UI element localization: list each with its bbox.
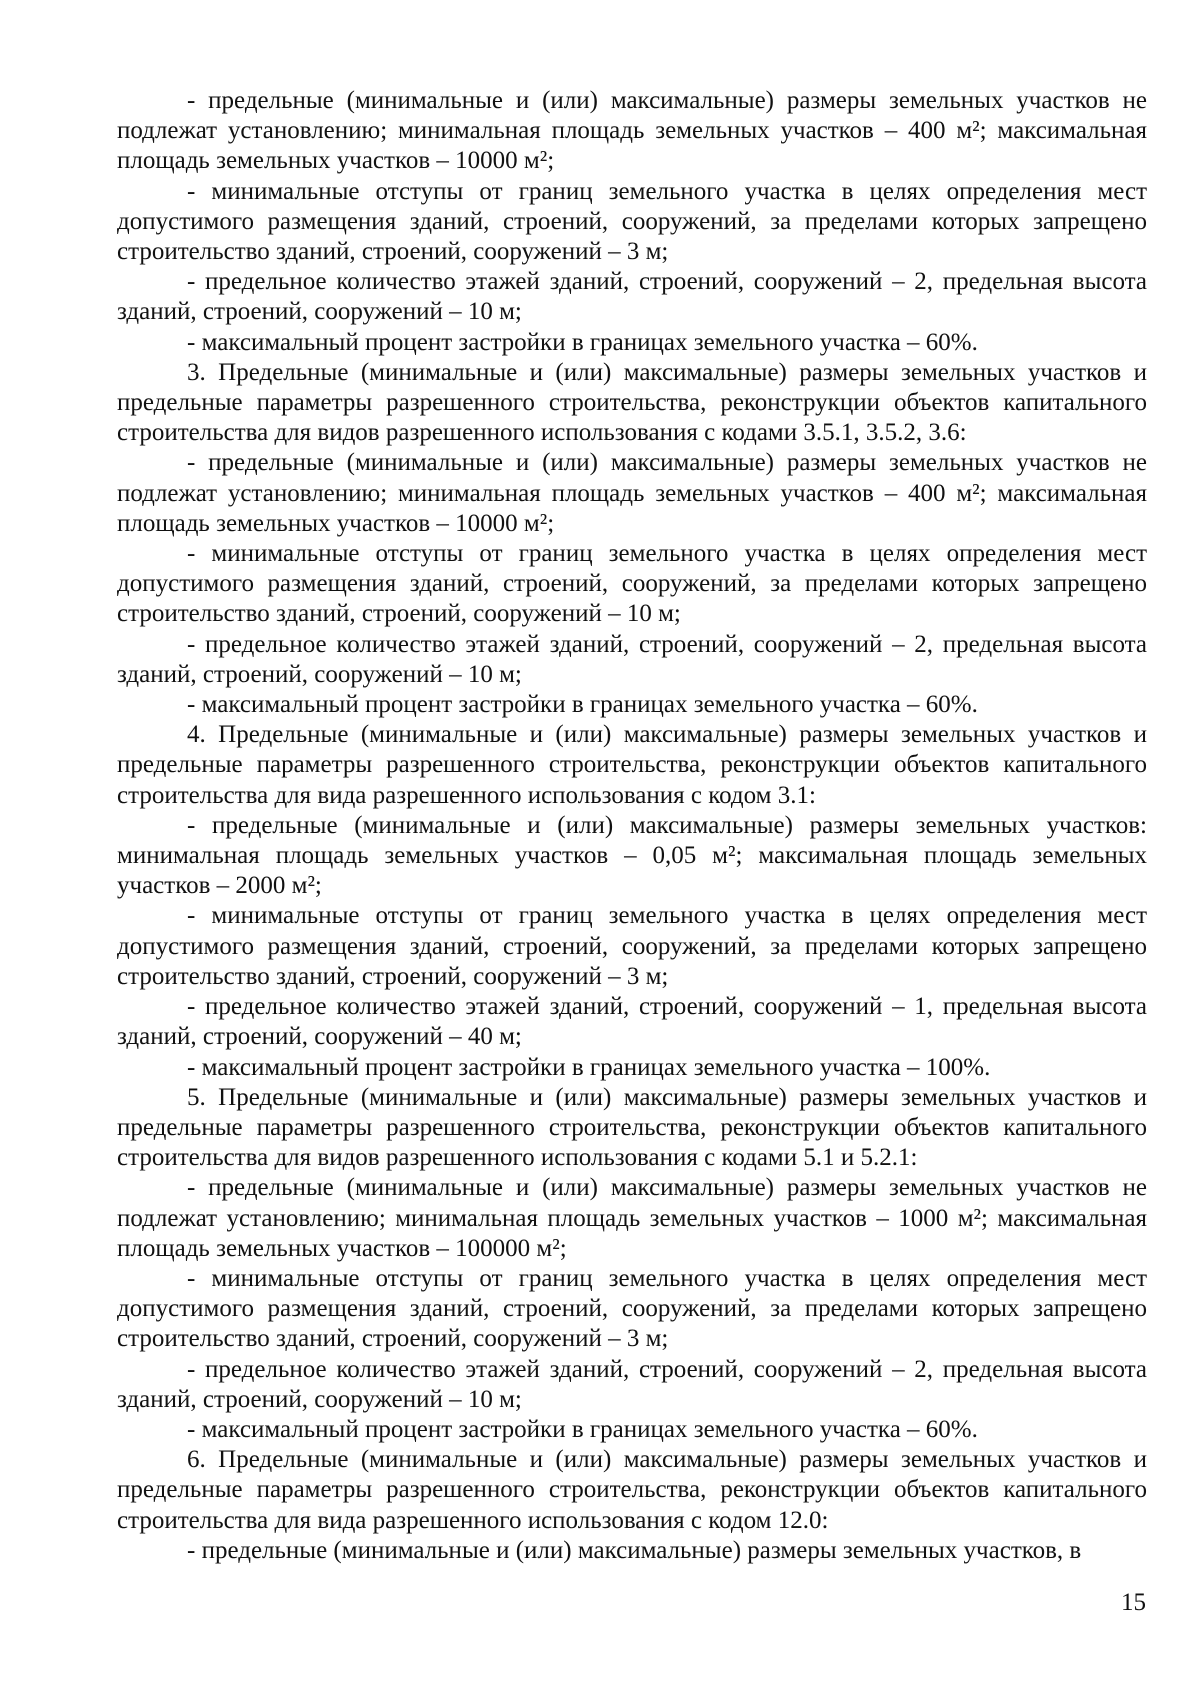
paragraph: - предельные (минимальные и (или) максимальные) размеры земельных участков не подлежат установлению; минимальная площадь земельных участков – 400 м²; максимальная площадь земельных участков – 10000 м²; bbox=[117, 87, 1147, 175]
paragraph: - предельное количество этажей зданий, строений, сооружений – 2, предельная высота зданий, строений, сооружений – 10 м; bbox=[117, 268, 1147, 326]
paragraph: - максимальный процент застройки в границах земельного участка – 100%. bbox=[187, 1053, 991, 1081]
paragraph: - минимальные отступы от границ земельного участка в целях определения мест допустимого размещения зданий, строений, сооружений, за пределами которых запрещено строительство зданий, строений, сооружений – 10 м; bbox=[117, 540, 1147, 628]
section-heading-3: 3. Предельные (минимальные и (или) максимальные) размеры земельных участков и предельные параметры разрешенного строительства, реконструкции объектов капитального строительства для видов разрешенного использования с кодами 3.5.1, 3.5.2, 3.6: bbox=[117, 358, 1147, 447]
section-heading-5: 5. Предельные (минимальные и (или) максимальные) размеры земельных участков и предельные параметры разрешенного строительства, реконструкции объектов капитального строительства для видов разрешенного использования с кодами 5.1 и 5.2.1: bbox=[117, 1083, 1147, 1172]
paragraph: - минимальные отступы от границ земельного участка в целях определения мест допустимого размещения зданий, строений, сооружений, за пределами которых запрещено строительство зданий, строений, сооружений – 3 м; bbox=[117, 1264, 1147, 1353]
paragraph: - максимальный процент застройки в границах земельного участка – 60%. bbox=[187, 328, 978, 356]
paragraph: - предельные (минимальные и (или) максимальные) размеры земельных участков, в bbox=[187, 1536, 1082, 1564]
paragraph: - предельные (минимальные и (или) максимальные) размеры земельных участков не подлежат установлению; минимальная площадь земельных участков – 1000 м²; максимальная площадь земельных участков – 100000 м²; bbox=[117, 1174, 1147, 1262]
section-heading-6: 6. Предельные (минимальные и (или) максимальные) размеры земельных участков и предельные параметры разрешенного строительства, реконструкции объектов капитального строительства для вида разрешенного использования с кодом 12.0: bbox=[117, 1446, 1147, 1534]
section-heading-4: 4. Предельные (минимальные и (или) максимальные) размеры земельных участков и предельные параметры разрешенного строительства, реконструкции объектов капитального строительства для вида разрешенного использования с кодом 3.1: bbox=[117, 721, 1147, 809]
paragraph: - предельное количество этажей зданий, строений, сооружений – 1, предельная высота зданий, строений, сооружений – 40 м; bbox=[117, 993, 1147, 1051]
paragraph: - предельное количество этажей зданий, строений, сооружений – 2, предельная высота зданий, строений, сооружений – 10 м; bbox=[117, 1355, 1147, 1413]
paragraph: - предельное количество этажей зданий, строений, сооружений – 2, предельная высота зданий, строений, сооружений – 10 м; bbox=[117, 630, 1147, 688]
paragraph: - максимальный процент застройки в границах земельного участка – 60%. bbox=[187, 1415, 978, 1443]
document-body bbox=[117, 86, 1147, 1566]
paragraph: - максимальный процент застройки в границах земельного участка – 60%. bbox=[187, 691, 978, 719]
paragraph: - минимальные отступы от границ земельного участка в целях определения мест допустимого размещения зданий, строений, сооружений, за пределами которых запрещено строительство зданий, строений, сооружений – 3 м; bbox=[117, 902, 1147, 990]
paragraph: - предельные (минимальные и (или) максимальные) размеры земельных участков не подлежат установлению; минимальная площадь земельных участков – 400 м²; максимальная площадь земельных участков – 10000 м²; bbox=[117, 449, 1147, 537]
paragraph: - минимальные отступы от границ земельного участка в целях определения мест допустимого размещения зданий, строений, сооружений, за пределами которых запрещено строительство зданий, строений, сооружений – 3 м; bbox=[117, 177, 1147, 266]
paragraph: - предельные (минимальные и (или) максимальные) размеры земельных участков: минимальная площадь земельных участков – 0,05 м²; максимальная площадь земельных участков – 2000 м²; bbox=[117, 811, 1147, 900]
page-number: 15 bbox=[1121, 1589, 1146, 1616]
